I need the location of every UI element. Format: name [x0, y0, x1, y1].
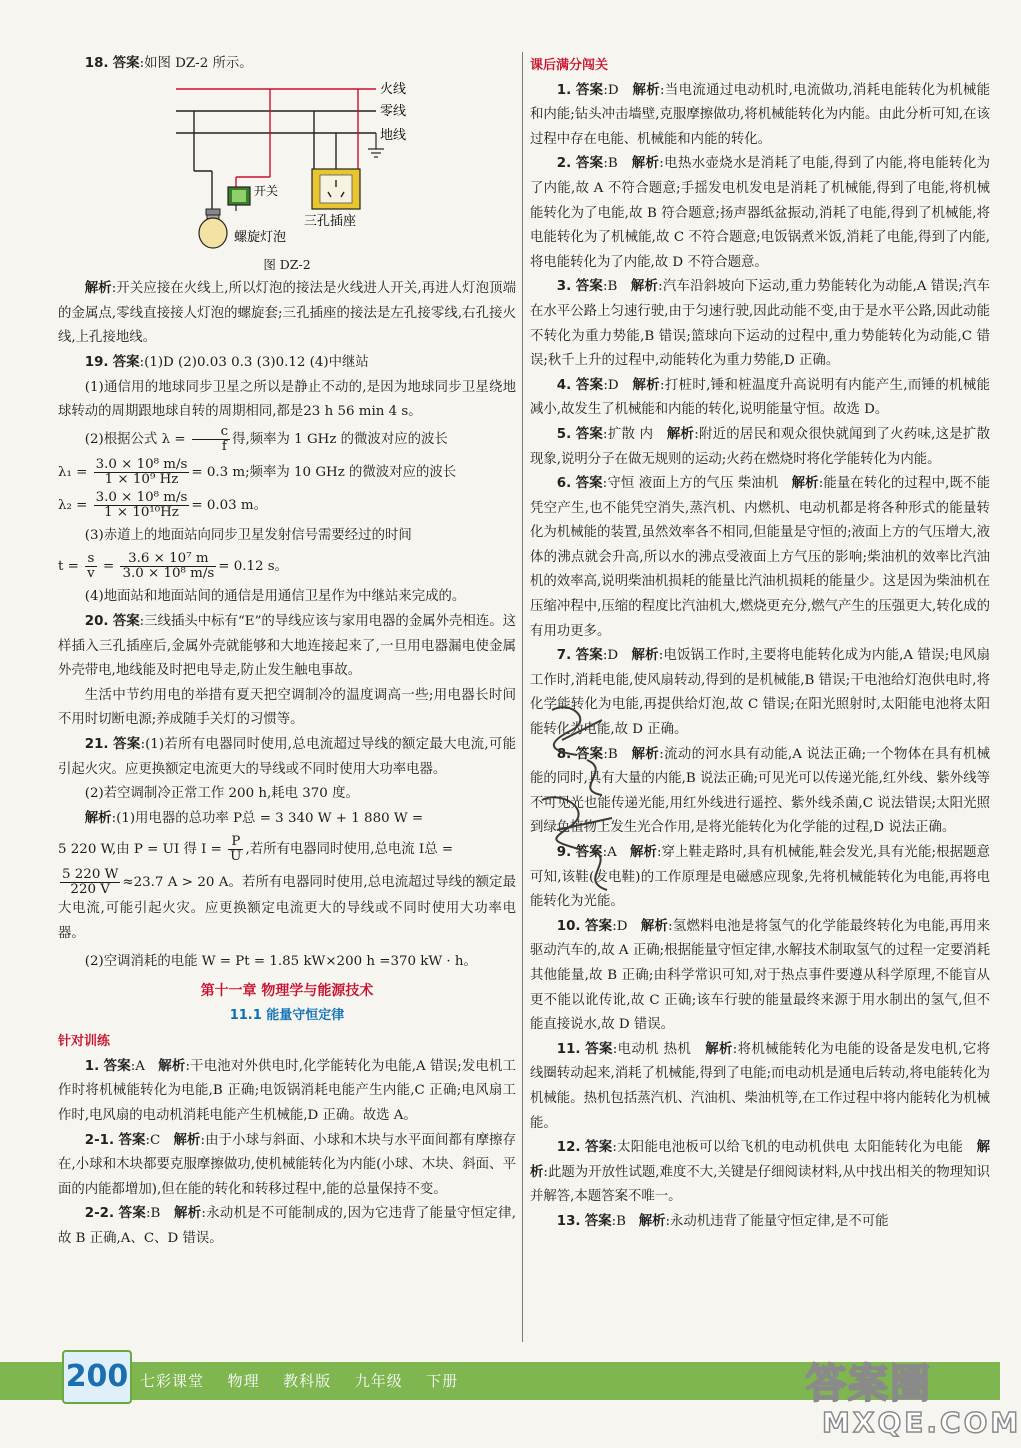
explanation-label: 解析	[640, 918, 669, 934]
answer-text: :B	[603, 156, 618, 172]
answer-number: 7.	[556, 648, 572, 664]
answer-label: 答案	[575, 476, 603, 492]
answer-number: 8.	[556, 746, 572, 762]
explanation-label: 解析	[631, 746, 660, 762]
answer-text: :B	[603, 746, 618, 762]
answer-item	[530, 79, 990, 153]
answer-item	[530, 275, 990, 373]
explanation-label: 解析	[705, 1041, 733, 1057]
answer-item	[530, 374, 990, 423]
q21-explanation-4: (2)空调消耗的电能 W = Pt = 1.85 kW×200 h =370 kW · h。	[84, 954, 477, 970]
answer-item	[530, 915, 990, 1038]
explanation-text: :打桩时,锤和桩温度升高说明有内能产生,而锤的机械能减小,故发生了机械能和内能的转化,说明能量守恒。故选 D。	[530, 377, 991, 418]
left-column	[58, 52, 516, 1252]
chapter-title: 第十一章 物理学与能源技术	[200, 983, 374, 1000]
fire-wire-label: 火线	[380, 81, 407, 97]
answer-label: 答案	[585, 918, 613, 934]
zero-wire-label: 零线	[380, 103, 407, 119]
answer-number: 2.	[556, 156, 572, 172]
explanation-text: :当电流通过电动机时,电流做功,消耗电能转化为机械能和内能;钻头冲击墙壁,克服摩擦做功,将机械能转化为内能。由此分析可知,在该过程中存在电能、机械能和内能的转化。	[530, 82, 991, 147]
answer-item	[530, 1136, 990, 1210]
explanation-text: :此题为开放性试题,难度不大,关键是仔细阅读材料,从中找出相关的物理知识并解答,本题答案不唯一。	[530, 1164, 991, 1205]
bulb-icon	[199, 218, 227, 248]
q18-answer: 18. 答案:如图 DZ-2 所示。	[84, 56, 253, 71]
answer-text: :D	[603, 82, 619, 98]
explanation-label: 解析	[666, 426, 695, 442]
book-series: 七彩课堂	[140, 1372, 205, 1390]
answer-item	[530, 743, 990, 841]
answer-text: :B	[602, 279, 618, 295]
answer-number: 6.	[556, 476, 572, 492]
q21-part2: (2)若空调制冷正常工作 200 h,耗电 370 度。	[84, 786, 359, 802]
answer-label: 答案	[575, 746, 604, 762]
q19-part1: (1)通信用的地球同步卫星之所以是静止不动的,是因为地球同步卫星绕地球转动的周期跟地球自转的周期相同,都是23 h 56 min 4 s。	[58, 379, 516, 420]
answer-text: :A	[602, 845, 617, 860]
explanation-text: :氢燃料电池是将氢气的化学能最终转化为电能,再用来驱动汽车的,故 A 正确;根据能量守恒定律,水解技术制取氢气的过程一定要消耗其他能量,故 B 正确;由科学常识可知,对于热点事件要遵从科学原理,不能盲从更不能以讹传讹,故 C 正确;该车行驶的能量最终来源于用水制出的氢气,但不能直接说水,故 D 错误。	[530, 918, 991, 1033]
explanation-label: 解析	[632, 82, 660, 98]
socket-label: 三孔插座	[304, 213, 357, 229]
explanation-label: 解析	[530, 1140, 990, 1180]
answer-text: :D	[603, 377, 619, 393]
explanation-text: :电热水壶烧水是消耗了电能,得到了内能,将电能转化为了内能,故 A 不符合题意;手摇发电机发电是消耗了机械能,得到了电能,将机械能转化为了电能,故 B 符合题意;扬声器纸盆振动,消耗了电能,得到了机械能,将电能转化为了机械能,故 C 不符合题意;电饭锅煮米饭,消耗了电能,得到了内能,将电能转化为了内能,故 D 不符合题意。	[530, 156, 990, 270]
q18-explanation: 解析:开关应接在火线上,所以灯泡的接法是火线进人开关,再进人灯泡顶端的金属点,零线直接接人灯泡的螺旋套;三孔插座的接法是左孔接零线,右孔接火线,上孔接地线。	[58, 281, 516, 346]
answer-number: 11.	[556, 1041, 581, 1057]
explanation-label: 解析	[791, 476, 819, 492]
circuit-figure	[58, 77, 516, 253]
answer-text: :扩散 内	[603, 426, 654, 442]
book-volume: 下册	[426, 1372, 459, 1390]
watermark-sub-wrap	[822, 1406, 1021, 1439]
q19-part2: (2)根据公式 λ = $\frac{c}{f}$ 得,频率为 1 GHz 的微波对应的波长	[84, 423, 448, 454]
answer-number: 3.	[556, 279, 572, 295]
explanation-label: 解析	[631, 156, 660, 172]
q19-answer: 19. 答案:(1)D (2)0.03 0.3 (3)0.12 (4)中继站	[84, 354, 369, 370]
q19-part3: (3)赤道上的地面站向同步卫星发射信号需要经过的时间	[84, 527, 412, 543]
answer-label: 答案	[575, 279, 603, 295]
answer-number: 12.	[556, 1140, 581, 1156]
q19-equation-2: λ₂ = $\frac{\text{3.0 × 10⁸ m/s}}{\text{1 × 10¹⁰Hz}}$ = 0.03 m。	[58, 489, 268, 520]
q21-answer: 21. 答案:(1)若所有电器同时使用,总电流超过导线的额定最大电流,可能引起火灾。应更换额定电流更大的导线或不同时使用大功率电器。	[58, 736, 517, 777]
switch-label: 开关	[254, 183, 279, 198]
book-edition: 教科版	[283, 1372, 332, 1390]
answer-label: 答案	[575, 377, 604, 393]
answer-text: :电动机 热机	[612, 1041, 692, 1057]
answer-label: 答案	[584, 1213, 612, 1229]
book-subject: 物理	[227, 1372, 260, 1390]
answer-item	[530, 423, 990, 472]
answer-item	[530, 152, 990, 275]
answer-label: 答案	[575, 426, 604, 442]
answer-item	[530, 1038, 990, 1136]
right-column	[530, 52, 990, 1235]
figure-caption: 图 DZ-2	[263, 256, 311, 272]
circuit-diagram	[58, 77, 516, 253]
page-footer	[0, 1350, 1000, 1407]
explanation-label: 解析	[632, 377, 660, 393]
answer-label: 答案	[585, 1140, 613, 1156]
answer-text: :D	[612, 918, 628, 934]
explanation-text: :将机械能转化为电能的设备是发电机,它将线圈转动起来,消耗了机械能,得到了电能;而电动机是通电后转动,将电能转化为机械能。热机包括蒸汽机、汽油机、柴油机等,在工作过程中将内能转化为机械能。	[530, 1041, 991, 1131]
answer-number: 5.	[556, 426, 572, 442]
q19-equation-1: λ₁ = $\frac{\text{3.0 × 10⁸ m/s}}{\text{1 × 10⁹ Hz}}$ = 0.3 m;频率为 10 GHz 的微波对应的波长	[58, 456, 457, 487]
column-divider	[522, 52, 523, 1342]
answer-item	[530, 644, 990, 742]
book-info	[140, 1370, 458, 1391]
watermark-sub: MXQE.COM	[822, 1406, 1021, 1439]
practice-item-2-2: 2-2. 答案:B 解析:永动机是不可能制成的,因为它违背了能量守恒定律,故 B 正确,A、C、D 错误。	[58, 1206, 517, 1246]
practice-item-1: 1. 答案:A 解析:干电池对外供电时,化学能转化为电能,A 错误;发电机工作时将机械能转化为电能,B 正确;电饭锅消耗电能产生内能,C 正确;电风扇工作时,电风扇的电动机消耗电能产生机械能,D 正确。故选 A。	[58, 1058, 517, 1124]
answer-item	[530, 1210, 990, 1235]
answer-label: 答案	[575, 648, 603, 664]
explanation-text: :电饭锅工作时,主要将电能转化成为内能,A 错误;电风扇工作时,消耗电能,使风扇转动,得到的是机械能,B 错误;干电池给灯泡供电时,将化学能转化为电能,再提供给灯泡,故 C 错误;在阳光照射时,太阳能电池将太阳能转化为电能,故 D 正确。	[530, 648, 990, 738]
bulb-label: 螺旋灯泡	[234, 229, 287, 245]
explanation-text: :汽车沿斜坡向下运动,重力势能转化为动能,A 错误;汽车在水平公路上匀速行驶,由于匀速行驶,因此动能不变,由于是水平公路,因此动能不转化为重力势能,B 错误;篮球向下运动的过程中,重力势能转化为动能,C 错误;秋千上升的过程中,动能转化为重力势能,D 正确。	[530, 279, 991, 369]
right-items-list	[530, 79, 990, 1235]
q19-part4: (4)地面站和地面站间的通信是用通信卫星作为中继站来完成的。	[84, 589, 466, 605]
answer-number: 9.	[556, 845, 572, 860]
book-grade: 九年级	[354, 1372, 403, 1390]
q20-answer: 20. 答案:三线插头中标有“E”的导线应该与家用电器的金属外壳相连。这样插入三孔插座后,金属外壳就能够和大地连接起来了,一旦用电器漏电使金属外壳带电,地线能及时把电导走,防止发生触电事故。	[58, 613, 517, 679]
answer-text: :守恒 液面上方的气压 柴油机	[602, 476, 779, 492]
earth-wire-label: 地线	[380, 127, 407, 143]
answer-number: 1.	[556, 82, 572, 98]
answer-label: 答案	[585, 1041, 613, 1057]
answer-item	[530, 472, 990, 644]
answer-label: 答案	[575, 156, 604, 172]
q21-explanation-1: 解析:(1)用电器的总功率 P总 = 3 340 W + 1 880 W =	[84, 810, 424, 826]
answer-label: 答案	[575, 82, 604, 98]
page-number: 200	[62, 1350, 132, 1404]
section-heading-practice: 针对训练	[58, 1034, 111, 1050]
answer-text: :太阳能电池板可以给飞机的电动机供电 太阳能转化为电能	[612, 1140, 964, 1156]
q19-equation-3: t = $\frac{s}{v}$ = $\frac{\text{3.6 × 10⁷ m}}{\text{3.0 × 10⁸ m/s}}$ = 0.12 s。	[58, 551, 289, 582]
answer-label: 答案	[575, 845, 603, 860]
section-heading-post-class: 课后满分闯关	[530, 58, 609, 73]
explanation-text: :永动机违背了能量守恒定律,是不可能	[665, 1213, 889, 1229]
q20-part2: 生活中节约用电的举措有夏天把空调制冷的温度调高一些;用电器长时间不用时切断电源;养成随手关灯的习惯等。	[58, 687, 516, 728]
practice-item-2-1: 2-1. 答案:C 解析:由于小球与斜面、小球和木块与水平面间都有摩擦存在,小球和木块都要克服摩擦做功,使机械能转化为内能(小球、木块、斜面、平面的内能都增加),但在能的转化和转移过程中,能的总量保持不变。	[58, 1132, 516, 1197]
explanation-label: 解析	[630, 279, 659, 295]
explanation-text: :附近的居民和观众很快就闻到了火药味,这是扩散现象,说明分子在做无规则的运动;火药在燃烧时将化学能转化为内能。	[530, 426, 990, 467]
answer-number: 10.	[556, 918, 581, 934]
explanation-text: :穿上鞋走路时,具有机械能,鞋会发光,具有光能;根据题意可知,该鞋(发电鞋)的工作原理是电磁感应现象,先将机械能转化为电能,再将电能转化为光能。	[530, 845, 991, 910]
explanation-text: :流动的河水具有动能,A 说法正确;一个物体在具有机械能的同时,具有大量的内能,B 说法正确;可见光可以传递光能,红外线、紫外线等不可见光也能传递光能,用红外线进行遥控、紫外线杀菌,C 说法错误;太阳光照到绿色植物上发生光合作用,是将光能转化为化学能的过程,D 说法正确。	[530, 746, 991, 836]
q21-explanation-3: $\frac{5 220 W}{220 V}$ ≈23.7 A > 20 A。若所有电器同时使用,总电流超过导线的额定最大电流,可能引起火灾。应更换额定电流更大的导线或不同时使用大功率电器。	[58, 867, 516, 941]
explanation-text: :能量在转化的过程中,既不能凭空产生,也不能凭空消失,蒸汽机、内燃机、电动机都是将各种形式的能量转化为机械能的装置,虽然效率各不相同,但能量是守恒的;液面上方的气压增大,液体的沸点就会升高,所以水的沸点受液面上方气压的影响;柴油机的效率比汽油机的效率高,说明柴油机损耗的能量比汽油机损耗的能量少。这是因为柴油机在压缩冲程中,压缩的程度比汽油机大,燃烧更充分,燃气产生的压强更大,转化成的有用功更多。	[530, 476, 990, 639]
answer-text: :D	[602, 648, 619, 664]
explanation-label: 解析	[629, 845, 657, 860]
watermark-main: 答案圈	[806, 1361, 932, 1407]
explanation-label: 解析	[631, 648, 659, 664]
explanation-label: 解析	[638, 1213, 666, 1229]
answer-number: 13.	[556, 1213, 581, 1229]
answer-number: 4.	[556, 377, 572, 393]
q21-explanation-2: 5 220 W,由 P = UI 得 I = $\frac{P}{U}$ ,若所有电器同时使用,总电流 I总 =	[58, 834, 454, 865]
subchapter-title: 11.1 能量守恒定律	[229, 1007, 345, 1023]
answer-item	[530, 841, 990, 915]
answer-text: :B	[611, 1213, 626, 1229]
